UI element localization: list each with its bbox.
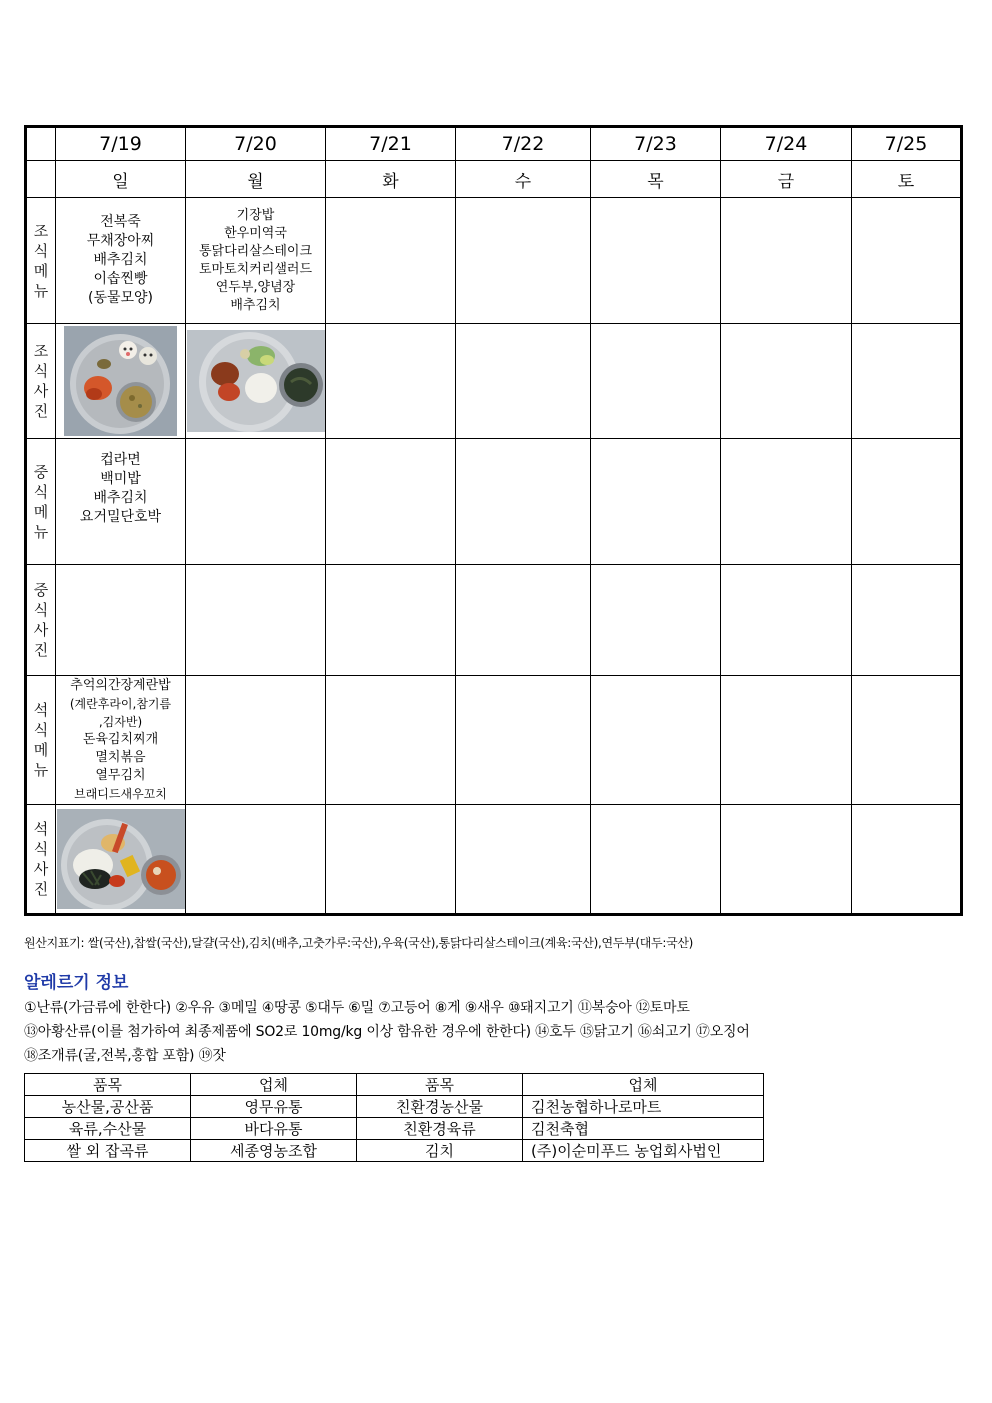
dinner-menu-sun: 추억의간장계란밥 (계란후라이,참기름 ,김자반) 돈육김치찌개 멸치볶음 열무김치 브래디드새우꼬치: [56, 676, 186, 805]
weekday-cell: 화: [326, 161, 456, 198]
weekly-meal-table: [24, 125, 963, 916]
empty-cell: [591, 198, 721, 324]
weekday-cell: 토: [852, 161, 962, 198]
lunch-photo-row: [26, 565, 962, 676]
empty-cell: [456, 676, 591, 805]
empty-cell: [591, 676, 721, 805]
empty-cell: [721, 439, 852, 565]
empty-cell: [721, 565, 852, 676]
empty-cell: [56, 565, 186, 676]
corner-cell: [26, 161, 56, 198]
corner-cell: [26, 127, 56, 161]
empty-cell: [326, 439, 456, 565]
allergy-line: ⑱조개류(굴,전복,홍합 포함) ⑲잣: [24, 1048, 226, 1064]
empty-cell: [326, 676, 456, 805]
supplier-header: 업체: [191, 1074, 357, 1096]
empty-cell: [852, 439, 962, 565]
empty-cell: [721, 805, 852, 915]
food-photo: [187, 330, 325, 432]
breakfast-photo-sun: [56, 324, 186, 439]
supplier-cell: 김천농협하나로마트: [523, 1096, 764, 1118]
supplier-cell: 세종영농조합: [191, 1140, 357, 1162]
supplier-cell: 바다유통: [191, 1118, 357, 1140]
empty-cell: [591, 565, 721, 676]
weekday-cell: 금: [721, 161, 852, 198]
empty-cell: [591, 324, 721, 439]
lunch-menu-sun: 컵라면 백미밥 배추김치 요거밀단호박: [56, 439, 186, 565]
date-cell: 7/19: [56, 127, 186, 161]
row-label-breakfast-photo: 조 식 사 진: [26, 324, 56, 439]
empty-cell: [186, 676, 326, 805]
breakfast-photo-row: [26, 324, 962, 439]
row-label-lunch-menu: 중 식 메 뉴: [26, 439, 56, 565]
supplier-cell: 친환경농산물: [357, 1096, 523, 1118]
supplier-header: 품목: [25, 1074, 191, 1096]
empty-cell: [186, 565, 326, 676]
empty-cell: [852, 676, 962, 805]
supplier-header: 품목: [357, 1074, 523, 1096]
supplier-table: [24, 1073, 764, 1162]
food-photo: [57, 809, 185, 909]
supplier-cell: 육류,수산물: [25, 1118, 191, 1140]
supplier-row: [25, 1096, 764, 1118]
date-cell: 7/24: [721, 127, 852, 161]
empty-cell: [456, 324, 591, 439]
breakfast-menu-mon: 기장밥 한우미역국 통닭다리살스테이크 토마토치커리샐러드 연두부,양념장 배추김치: [186, 198, 326, 324]
allergy-line: ①난류(가금류에 한한다) ②우유 ③메밀 ④땅콩 ⑤대두 ⑥밀 ⑦고등어 ⑧게 ⑨새우 ⑩돼지고기 ⑪복숭아 ⑫토마토: [24, 1000, 690, 1016]
breakfast-menu-row: [26, 198, 962, 324]
dinner-photo-sun: [56, 805, 186, 915]
row-label-breakfast-menu: 조 식 메 뉴: [26, 198, 56, 324]
empty-cell: [721, 676, 852, 805]
row-label-lunch-photo: 중 식 사 진: [26, 565, 56, 676]
supplier-header-row: [25, 1074, 764, 1096]
weekday-cell: 월: [186, 161, 326, 198]
empty-cell: [326, 198, 456, 324]
empty-cell: [186, 805, 326, 915]
empty-cell: [456, 198, 591, 324]
empty-cell: [852, 565, 962, 676]
dinner-menu-row: [26, 676, 962, 805]
allergy-title: 알레르기 정보: [24, 973, 129, 993]
date-cell: 7/20: [186, 127, 326, 161]
empty-cell: [186, 439, 326, 565]
empty-cell: [326, 805, 456, 915]
empty-cell: [326, 324, 456, 439]
supplier-row: [25, 1118, 764, 1140]
empty-cell: [852, 324, 962, 439]
supplier-cell: 김천축협: [523, 1118, 764, 1140]
empty-cell: [456, 805, 591, 915]
supplier-header: 업체: [523, 1074, 764, 1096]
breakfast-photo-mon: [186, 324, 326, 439]
row-label-dinner-menu: 석 식 메 뉴: [26, 676, 56, 805]
supplier-cell: (주)이순미푸드 농업회사법인: [523, 1140, 764, 1162]
empty-cell: [326, 565, 456, 676]
supplier-row: [25, 1140, 764, 1162]
empty-cell: [591, 805, 721, 915]
empty-cell: [456, 439, 591, 565]
supplier-cell: 쌀 외 잡곡류: [25, 1140, 191, 1162]
weekday-cell: 일: [56, 161, 186, 198]
dinner-photo-row: [26, 805, 962, 915]
date-cell: 7/21: [326, 127, 456, 161]
weekday-cell: 수: [456, 161, 591, 198]
date-cell: 7/23: [591, 127, 721, 161]
supplier-cell: 농산물,공산품: [25, 1096, 191, 1118]
supplier-cell: 친환경육류: [357, 1118, 523, 1140]
empty-cell: [721, 198, 852, 324]
empty-cell: [591, 439, 721, 565]
date-cell: 7/22: [456, 127, 591, 161]
date-header-row: [26, 127, 962, 161]
empty-cell: [852, 805, 962, 915]
weekday-header-row: [26, 161, 962, 198]
allergy-line: ⑬아황산류(이를 첨가하여 최종제품에 SO2로 10mg/kg 이상 함유한 경우에 한한다) ⑭호두 ⑮닭고기 ⑯쇠고기 ⑰오징어: [24, 1024, 750, 1040]
origin-label: 원산지표기: 쌀(국산),찹쌀(국산),달걀(국산),김치(배추,고춧가루:국산),우육(국산),통닭다리살스테이크(계육:국산),연두부(대두:국산): [24, 936, 694, 950]
empty-cell: [721, 324, 852, 439]
empty-cell: [456, 565, 591, 676]
supplier-cell: 김치: [357, 1140, 523, 1162]
food-photo: [64, 326, 177, 436]
row-label-dinner-photo: 석 식 사 진: [26, 805, 56, 915]
lunch-menu-row: [26, 439, 962, 565]
date-cell: 7/25: [852, 127, 962, 161]
supplier-cell: 영무유통: [191, 1096, 357, 1118]
weekday-cell: 목: [591, 161, 721, 198]
empty-cell: [852, 198, 962, 324]
breakfast-menu-sun: 전복죽 무채장아찌 배추김치 이솝찐빵 (동물모양): [56, 198, 186, 324]
